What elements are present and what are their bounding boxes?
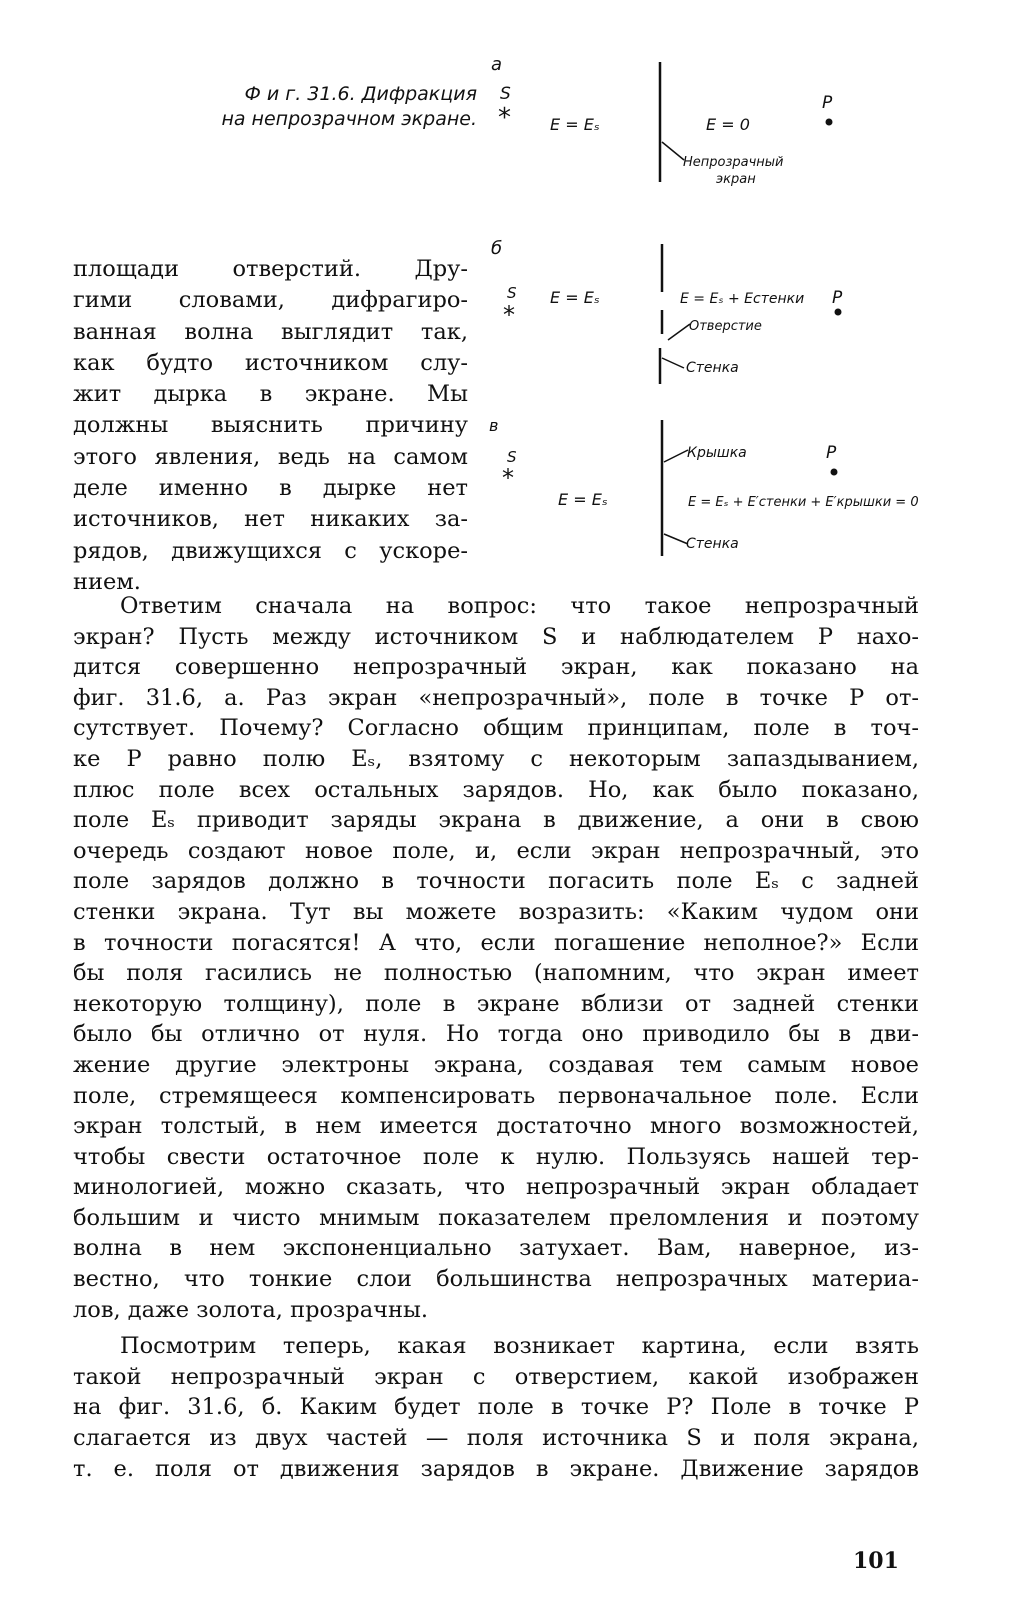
lead-line: этого явления, ведь на самом xyxy=(73,443,468,470)
text-line: т. е. поля от движения зарядов в экране. Движение зарядов xyxy=(73,1455,919,1482)
field-left-a: E = Eₛ xyxy=(550,115,600,134)
lead-line: жит дырка в экране. Мы xyxy=(73,381,468,408)
lead-text-column xyxy=(73,254,468,598)
text-line: вестно, что тонкие слои большинства непрозрачных материа- xyxy=(73,1266,919,1293)
field-left-c: E = Eₛ xyxy=(558,490,608,509)
lid-label-c: Крышка xyxy=(687,445,747,461)
text-line: минологией, можно сказать, что непрозрачный экран обладает xyxy=(73,1174,919,1201)
lead-line: рядов, движущихся с ускоре- xyxy=(73,537,468,564)
paragraph-screen-with-hole xyxy=(73,1331,919,1484)
panel-letter-c: в xyxy=(489,416,499,435)
text-line: дится совершенно непрозрачный экран, как показано на xyxy=(73,654,919,681)
field-right-c: E = Eₛ + E′стенки + E′крышки = 0 xyxy=(688,495,919,510)
text-line: было бы отлично от нуля. Но тогда оно приводило бы в дви- xyxy=(73,1021,919,1048)
caption-line-1: Ф и г. 31.6. Дифракция xyxy=(244,83,477,105)
lead-line: как будто источником слу- xyxy=(73,349,468,376)
panel-letter-b: б xyxy=(491,238,503,259)
caption-line-2: на непрозрачном экране. xyxy=(221,108,477,130)
hole-pointer-b xyxy=(668,324,690,340)
text-line: лов, даже золота, прозрачны. xyxy=(73,1296,429,1323)
point-dot-c xyxy=(831,469,838,476)
source-star-a: * xyxy=(498,103,511,133)
text-line: на фиг. 31.6, б. Каким будет поле в точке P? Поле в точке P xyxy=(73,1394,919,1421)
text-line: Ответим сначала на вопрос: что такое непрозрачный xyxy=(120,593,919,619)
text-line: очередь создают новое поле, и, если экран непрозрачный, это xyxy=(73,837,919,864)
text-line: слагается из двух частей — поля источника S и поля экрана, xyxy=(73,1425,919,1452)
page-number: 101 xyxy=(853,1548,899,1574)
text-line: экран толстый, в нем имеется достаточно много возможностей, xyxy=(73,1113,919,1140)
source-label-c: S xyxy=(507,448,517,466)
text-line: волна в нем экспоненциально затухает. Вам, наверное, из- xyxy=(73,1235,919,1262)
point-dot-a xyxy=(826,119,833,126)
text-line: Посмотрим теперь, какая возникает картина, если взять xyxy=(120,1333,919,1360)
hole-label-b: Отверстие xyxy=(689,319,762,334)
text-line: экран? Пусть между источником S и наблюдателем P нахо- xyxy=(73,623,919,650)
lead-line: гими словами, дифрагиро- xyxy=(73,287,468,314)
lead-line: источников, нет никаких за- xyxy=(73,506,468,533)
text-line: стенки экрана. Тут вы можете возразить: «Каким чудом они xyxy=(73,898,919,925)
text-line: некоторую толщину), поле в экране вблизи от задней стенки xyxy=(73,990,919,1017)
text-line: плюс поле всех остальных зарядов. Но, как было показано, xyxy=(73,776,919,803)
text-line: такой непрозрачный экран с отверстием, какой изображен xyxy=(73,1363,919,1390)
paragraph-opaque-screen xyxy=(73,591,919,1325)
text-line: большим и чисто мнимым показателем преломления и поэтому xyxy=(73,1204,919,1231)
lead-line: площади отверстий. Дру- xyxy=(73,256,468,282)
lid-pointer-c xyxy=(664,450,688,462)
source-star-c: * xyxy=(502,464,514,492)
text-line: бы поля гасились не полностью (напомним, что экран имеет xyxy=(73,960,919,987)
body-text xyxy=(73,591,919,1484)
wall-pointer-c xyxy=(664,534,688,544)
source-label-a: S xyxy=(500,84,511,104)
text-line: поле зарядов должно в точности погасить поле Eₛ с задней xyxy=(73,868,919,895)
lead-line: должны выяснить причину xyxy=(73,412,468,439)
point-dot-b xyxy=(835,309,842,316)
wall-label-c: Стенка xyxy=(686,536,739,552)
field-right-b: E = Eₛ + Eстенки xyxy=(680,291,805,307)
point-label-c: P xyxy=(826,443,837,463)
lead-line: ванная волна выглядит так, xyxy=(73,318,468,345)
text-line: жение другие электроны экрана, создавая тем самым новое xyxy=(73,1051,919,1078)
lead-line: нием. xyxy=(73,568,141,595)
field-right-a: E = 0 xyxy=(706,115,750,134)
text-line: фиг. 31.6, а. Раз экран «непрозрачный», поле в точке P от- xyxy=(73,684,919,711)
text-line: в точности погасятся! А что, если погашение неполное?» Если xyxy=(73,929,919,956)
point-label-b: P xyxy=(832,288,843,308)
screen-label-a-2: экран xyxy=(716,172,756,187)
wall-label-b: Стенка xyxy=(686,360,739,376)
text-line: поле Eₛ приводит заряды экрана в движение, а они в свою xyxy=(73,807,919,834)
text-line: чтобы свести остаточное поле к нулю. Пользуясь нашей тер- xyxy=(73,1143,919,1170)
source-label-b: S xyxy=(507,284,517,302)
screen-label-a-1: Непрозрачный xyxy=(683,155,784,170)
point-label-a: P xyxy=(822,93,833,113)
screen-pointer-a xyxy=(662,142,684,160)
field-left-b: E = Eₛ xyxy=(550,288,600,307)
wall-pointer-b xyxy=(662,358,684,368)
text-line: ке P равно полю Eₛ, взятому с некоторым запаздыванием, xyxy=(73,745,919,772)
source-star-b: * xyxy=(503,301,515,329)
lead-line: деле именно в дырке нет xyxy=(73,475,468,502)
text-line: сутствует. Почему? Согласно общим принципам, поле в точ- xyxy=(73,715,919,742)
panel-letter-a: а xyxy=(491,54,503,75)
text-line: поле, стремящееся компенсировать первоначальное поле. Если xyxy=(73,1082,919,1109)
